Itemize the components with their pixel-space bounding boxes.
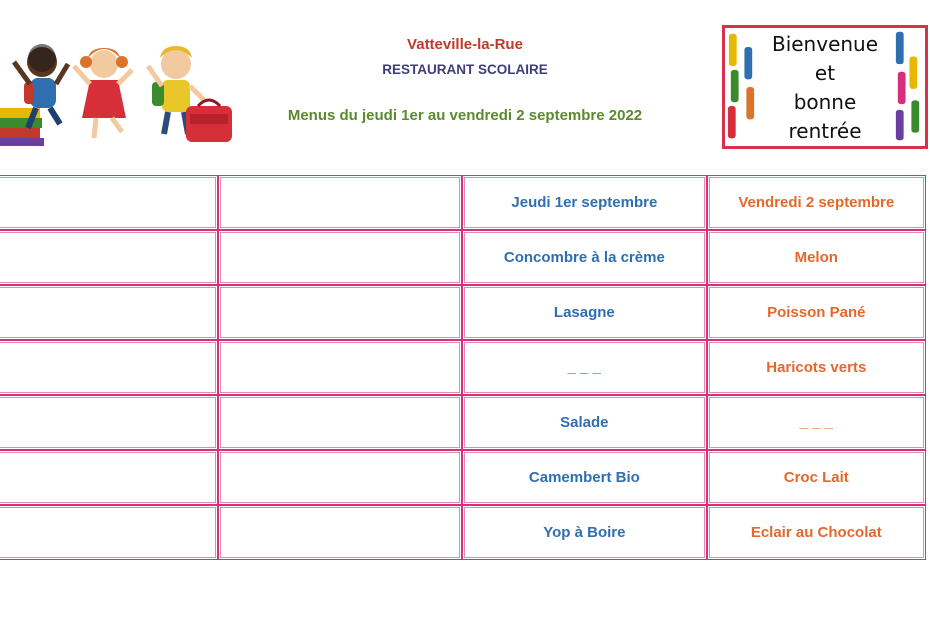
table-cell <box>218 340 462 395</box>
table-cell <box>0 230 218 285</box>
table-cell <box>0 450 218 505</box>
table-cell <box>218 395 462 450</box>
friday-dish: Poisson Pané <box>707 285 926 340</box>
table-cell <box>218 285 462 340</box>
table-row <box>0 230 926 285</box>
header-friday: Vendredi 2 septembre <box>707 175 926 230</box>
thursday-dish: Yop à Boire <box>462 505 706 560</box>
table-row <box>0 505 926 560</box>
welcome-line-3: bonne <box>793 90 857 114</box>
table-cell <box>0 505 218 560</box>
friday-dish: Croc Lait <box>707 450 926 505</box>
table-cell <box>0 285 218 340</box>
menu-table <box>0 175 926 560</box>
thursday-dish: Concombre à la crème <box>462 230 706 285</box>
restaurant-title: RESTAURANT SCOLAIRE <box>382 62 548 77</box>
table-row <box>0 450 926 505</box>
table-cell <box>0 340 218 395</box>
friday-dish: _ _ _ <box>707 395 926 450</box>
welcome-card <box>722 25 928 149</box>
welcome-message <box>725 30 925 146</box>
friday-dish: Eclair au Chocolat <box>707 505 926 560</box>
header-cell-2 <box>218 175 462 230</box>
table-row <box>0 340 926 395</box>
table-cell <box>218 505 462 560</box>
table-header-row <box>0 175 926 230</box>
header-thursday: Jeudi 1er septembre <box>462 175 706 230</box>
header-cell-1 <box>0 175 218 230</box>
welcome-line-1: Bienvenue <box>771 32 879 56</box>
kids-illustration-icon <box>0 40 240 150</box>
welcome-line-4: rentrée <box>788 119 862 143</box>
friday-dish: Haricots verts <box>707 340 926 395</box>
table-row <box>0 285 926 340</box>
thursday-dish: Salade <box>462 395 706 450</box>
table-row <box>0 395 926 450</box>
table-cell <box>218 450 462 505</box>
thursday-dish: Camembert Bio <box>462 450 706 505</box>
table-cell <box>218 230 462 285</box>
thursday-dish: _ _ _ <box>462 340 706 395</box>
welcome-line-2: et <box>814 61 836 85</box>
town-name: Vatteville-la-Rue <box>407 36 523 53</box>
friday-dish: Melon <box>707 230 926 285</box>
menu-dates: Menus du jeudi 1er au vendredi 2 septembre 2022 <box>287 107 643 124</box>
table-cell <box>0 395 218 450</box>
thursday-dish: Lasagne <box>462 285 706 340</box>
